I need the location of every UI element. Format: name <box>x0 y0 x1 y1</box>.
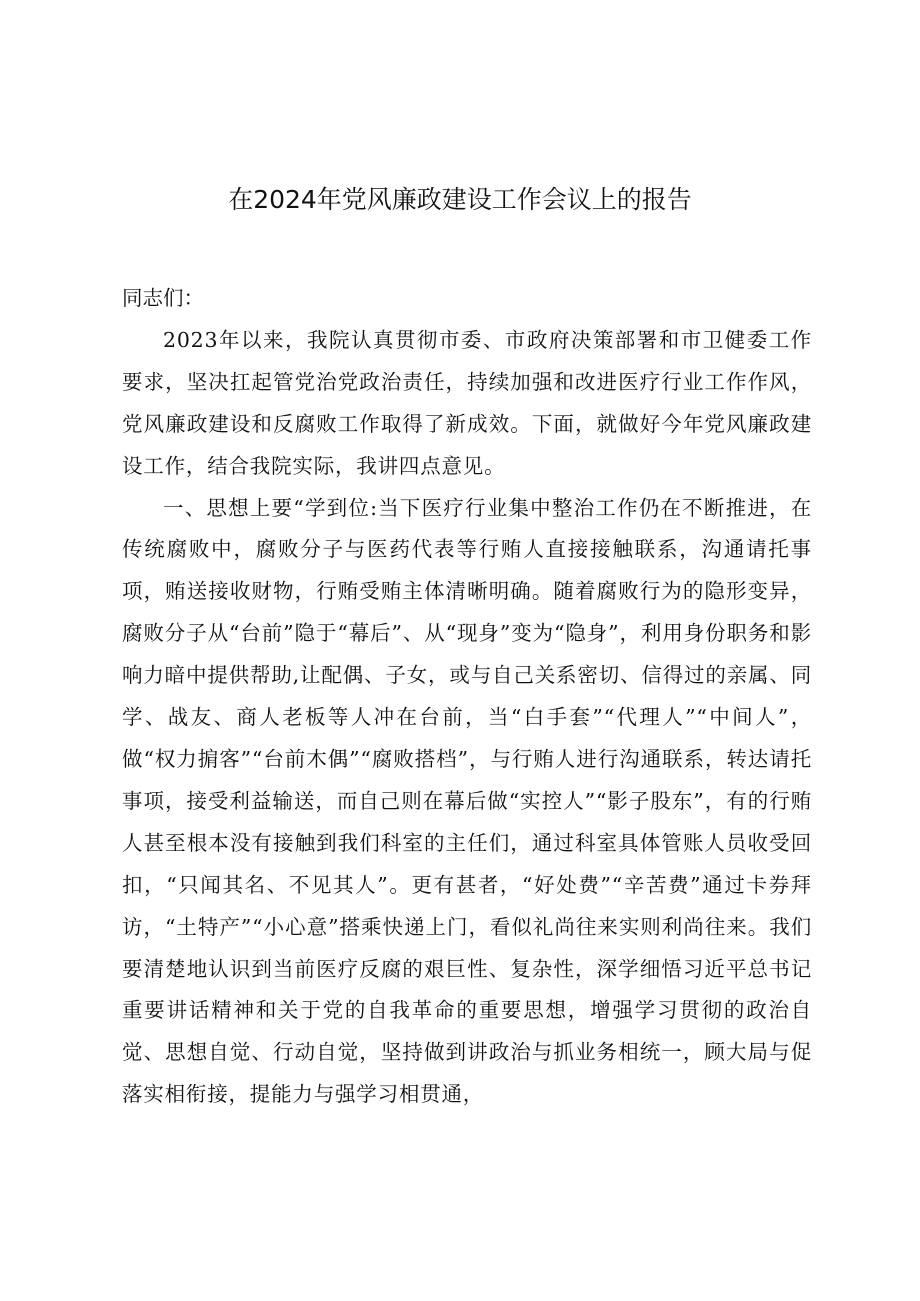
paragraph-intro: 2023年以来，我院认真贯彻市委、市政府决策部署和市卫健委工作要求，坚决扛起管党治党政治责任，持续加强和改进医疗行业工作作风，党风廉政建设和反腐败工作取得了新成效。下面，就做好今年党风廉政建设工作，结合我院实际，我讲四点意见。 <box>122 327 812 478</box>
paragraph-section-one: 一、思想上要“学到位:当下医疗行业集中整治工作仍在不断推进，在传统腐败中，腐败分子与医药代表等行贿人直接接触联系，沟通请托事项，贿送接收财物，行贿受贿主体清晰明确。随着腐败行为的隐形变异，腐败分子从“台前”隐于“幕后”、从“现身”变为“隐身”，利用身份职务和影响力暗中提供帮助,让配偶、子女，或与自己关系密切、信得过的亲属、同学、战友、商人老板等人冲在台前，当“白手套”“代理人”“中间人”，做“权力掮客”“台前木偶”“腐败搭档”，与行贿人进行沟通联系，转达请托事项，接受利益输送，而自己则在幕后做“实控人”“影子股东”，有的行贿人甚至根本没有接触到我们科室的主任们，通过科室具体管账人员收受回扣，“只闻其名、不见其人”。更有甚者，“好处费”“辛苦费”通过卡券拜访，“土特产”“小心意”搭乘快递上门，看似礼尚往来实则利尚往来。我们要清楚地认识到当前医疗反腐的艰巨性、复杂性，深学细悟习近平总书记重要讲话精神和关于党的自我革命的重要思想，增强学习贯彻的政治自觉、思想自觉、行动自觉，坚持做到讲政治与抓业务相统一，顾大局与促落实相衔接，提能力与强学习相贯通， <box>122 495 812 1107</box>
salutation: 同志们： <box>122 286 204 310</box>
document-body <box>122 278 812 1116</box>
document-title: 在2024年党风廉政建设工作会议上的报告 <box>228 185 692 214</box>
